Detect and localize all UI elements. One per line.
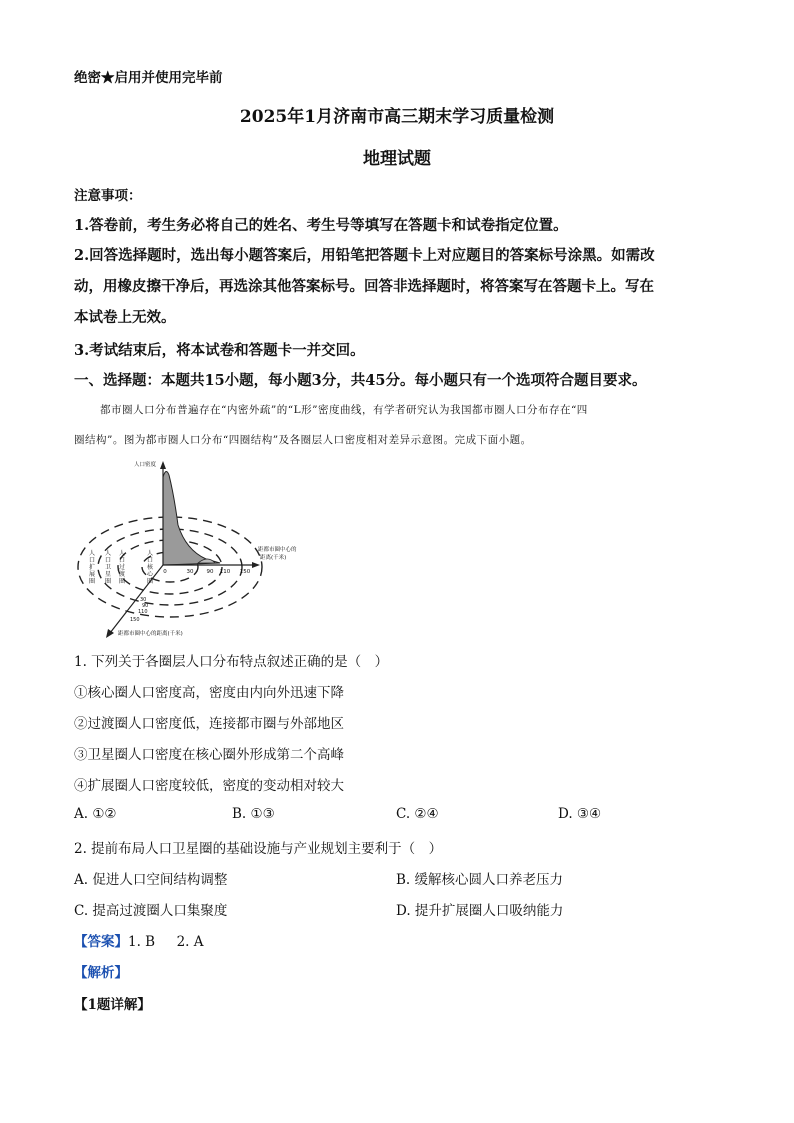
answer-label: 【答案】	[74, 934, 128, 950]
answer-1: 1. B	[128, 934, 156, 950]
note-item-2-line2: 动，用橡皮擦干净后，再选涂其他答案标号。回答非选择题时，将答案写在答题卡上。写在	[74, 278, 654, 295]
analysis-label: 【解析】	[74, 965, 128, 981]
population-ring-diagram	[70, 455, 320, 640]
ring-label-char: 人	[146, 550, 154, 557]
q2-option-a: A. 促进人口空间结构调整	[74, 872, 228, 888]
answer-line	[74, 930, 203, 950]
ring-label-char: 人	[118, 550, 126, 557]
q2-stem: 2. 提前布局人口卫星圈的基础设施与产业规划主要利于（ ）	[74, 841, 443, 857]
x-tick-label: 30	[186, 569, 194, 575]
q1-statement-2: ②过渡圈人口密度低，连接都市圈与外部地区	[74, 716, 344, 732]
ring-label-char: 圈	[104, 578, 112, 585]
x-tick-label: 90	[206, 569, 214, 575]
ring-label-char: 核	[146, 564, 154, 571]
answer-2: 2. A	[176, 934, 204, 950]
q1-option-c: C. ②④	[396, 806, 439, 822]
q2-option-d: D. 提升扩展圈人口吸纳能力	[396, 903, 564, 919]
ring-label-char: 人	[88, 550, 96, 557]
section-heading: 一、选择题：本题共15小题，每小题3分，共45分。每小题只有一个选项符合题目要求。	[74, 372, 647, 389]
ring-label-char: 圈	[146, 578, 154, 585]
q1-option-b: B. ①③	[232, 806, 275, 822]
radial-axis-label: 距都市圈中心的距离(千米)	[118, 631, 183, 637]
ring-label-char: 卫	[104, 564, 112, 571]
note-item-2-line3: 本试卷上无效。	[74, 309, 176, 326]
x-axis-arrow	[252, 562, 260, 568]
ring-label-char: 口	[118, 557, 126, 564]
q1-statement-4: ④扩展圈人口密度较低，密度的变动相对较大	[74, 778, 344, 794]
q1-statement-1: ①核心圈人口密度高，密度由内向外迅速下降	[74, 685, 344, 701]
ring-label-char: 圈	[88, 578, 96, 585]
detail-label: 【1题详解】	[74, 997, 151, 1013]
q1-stem: 1. 下列关于各圈层人口分布特点叙述正确的是（ ）	[74, 654, 389, 670]
exam-subtitle: 地理试题	[363, 149, 431, 169]
intro-line-2: 圈结构”。图为都市圈人口分布“四圈结构”及各圈层人口密度相对差异示意图。完成下面小题。	[74, 434, 532, 446]
x-tick-label: 150	[239, 569, 251, 575]
q1-option-a: A. ①②	[74, 806, 117, 822]
ring-label-char: 过	[118, 564, 126, 571]
confidential-mark: 绝密★启用并使用完毕前	[74, 70, 223, 86]
q2-option-b: B. 缓解核心圆人口养老压力	[396, 872, 564, 888]
exam-title: 2025年1月济南市高三期末学习质量检测	[239, 107, 555, 127]
q1-statement-3: ③卫星圈人口密度在核心圈外形成第二个高峰	[74, 747, 344, 763]
ring-label-char: 星	[104, 571, 112, 578]
radial-tick-label: 150	[130, 617, 140, 623]
ring-label-char: 心	[146, 571, 154, 578]
q1-option-d: D. ③④	[558, 806, 602, 822]
notes-heading: 注意事项：	[74, 188, 142, 204]
x-axis-label-line1: 距都市圈中心的	[258, 547, 297, 553]
radial-tick-label: 90	[142, 603, 149, 609]
note-item-3: 3.考试结束后，将本试卷和答题卡一并交回。	[74, 342, 365, 359]
radial-tick-label: 110	[138, 609, 148, 615]
ring-label-char: 圈	[118, 578, 126, 585]
q2-option-c: C. 提高过渡圈人口集聚度	[74, 903, 228, 919]
x-tick-label: 110	[219, 569, 231, 575]
ring-label-char: 展	[88, 571, 96, 578]
ring-label-char: 人	[104, 550, 112, 557]
note-item-2-line1: 2.回答选择题时，选出每小题答案后，用铅笔把答题卡上对应题目的答案标号涂黑。如需改	[74, 247, 655, 264]
y-axis-label: 人口密度	[134, 462, 157, 468]
ring-label-char: 口	[146, 557, 154, 564]
ring-label-char: 扩	[88, 564, 96, 571]
y-axis-arrow	[160, 461, 166, 469]
ring-label-char: 口	[88, 557, 96, 564]
ring-label-char: 口	[104, 557, 112, 564]
intro-line-1: 都市圈人口分布普遍存在“内密外疏”的“L形”密度曲线，有学者研究认为我国都市圈人口分布存在“四	[100, 404, 588, 416]
x-tick-label: 0	[163, 569, 167, 575]
note-item-1: 1.答卷前，考生务必将自己的姓名、考生号等填写在答题卡和试卷指定位置。	[74, 217, 568, 234]
radial-tick-label: 30	[140, 597, 147, 603]
ring-label-char: 渡	[118, 571, 126, 578]
x-axis-label-line2: 距离(千米)	[260, 555, 287, 561]
